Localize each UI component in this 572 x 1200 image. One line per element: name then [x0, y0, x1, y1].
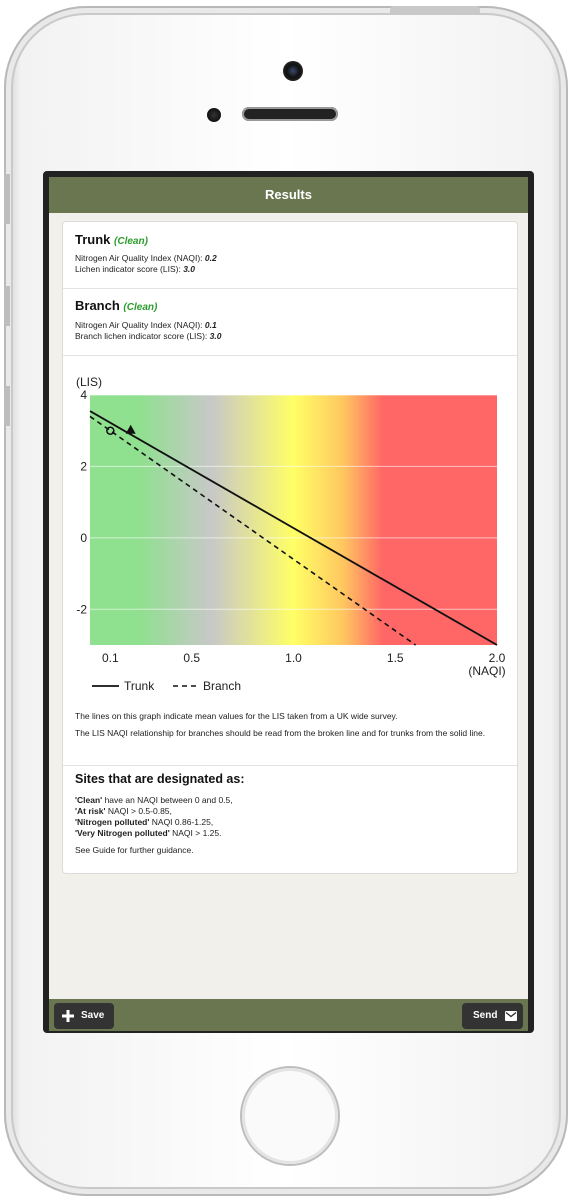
y-tick-label: 2: [80, 459, 87, 474]
x-tick-label: 0.1: [102, 651, 119, 665]
trunk-lis-label: Lichen indicator score (LIS):: [75, 264, 181, 274]
results-card: [62, 221, 518, 874]
envelope-icon: [505, 1011, 517, 1021]
trunk-naqi-value: 0.2: [204, 253, 217, 263]
save-button[interactable]: [54, 1003, 114, 1029]
site-def-text: have an NAQI between 0 and 0.5,: [102, 795, 233, 805]
branch-status-badge: (Clean): [123, 302, 158, 313]
trunk-section: [63, 222, 517, 289]
branch-section: [63, 289, 517, 356]
save-label: Save: [81, 1010, 105, 1021]
chart-note-1: The lines on this graph indicate mean values for the LIS taken from a UK wide survey.: [75, 711, 398, 721]
trunk-heading: [75, 232, 148, 247]
chart-note-2: The LIS NAQI relationship for branches should be read from the broken line and for trunks from the solid line.: [75, 728, 486, 738]
sites-section: [63, 765, 517, 855]
x-tick-label: 1.0: [285, 651, 302, 665]
sites-heading: Sites that are designated as:: [75, 772, 245, 786]
y-tick-label: -2: [76, 602, 87, 617]
y-tick-label: 4: [80, 388, 87, 402]
site-def-term: 'Very Nitrogen polluted': [75, 828, 170, 838]
site-def-text: NAQI > 1.25.: [169, 828, 222, 838]
site-def-term: 'Nitrogen polluted': [75, 817, 150, 827]
branch-naqi-value: 0.1: [204, 320, 217, 330]
lis-naqi-chart: [63, 356, 517, 696]
site-def-term: 'At risk': [75, 806, 106, 816]
branch-heading: [75, 298, 157, 313]
volume-down-button: [4, 386, 10, 426]
footer-toolbar: [49, 999, 528, 1031]
sensor-icon: [207, 108, 221, 122]
legend-trunk-label: Trunk: [124, 679, 155, 693]
site-def-term: 'Clean': [75, 795, 103, 805]
site-def-text: NAQI > 0.5-0.85,: [105, 806, 172, 816]
trunk-lis-line: [75, 264, 195, 274]
phone-screen: [43, 171, 534, 1033]
x-axis-label: (NAQI): [468, 664, 506, 678]
front-camera-icon: [283, 61, 303, 81]
plus-icon: [62, 1010, 74, 1022]
x-tick-label: 2.0: [488, 651, 506, 665]
branch-naqi-line: [75, 320, 217, 330]
trunk-naqi-line: [75, 253, 217, 263]
plot-background: [90, 395, 497, 645]
volume-up-button: [4, 286, 10, 326]
site-def-very-nitrogen-polluted: [75, 828, 221, 838]
site-def-clean: [75, 795, 233, 805]
branch-lis-line: [75, 331, 221, 341]
branch-naqi-label: Nitrogen Air Quality Index (NAQI):: [75, 320, 203, 330]
app-view: [49, 177, 528, 1027]
earpiece-speaker: [242, 107, 338, 121]
branch-title: Branch: [75, 298, 120, 313]
site-def-at-risk: [75, 806, 172, 816]
guide-note: See Guide for further guidance.: [75, 845, 194, 855]
legend-branch-label: Branch: [203, 679, 242, 693]
y-tick-label: 0: [80, 530, 87, 545]
branch-lis-label: Branch lichen indicator score (LIS):: [75, 331, 208, 341]
trunk-naqi-label: Nitrogen Air Quality Index (NAQI):: [75, 253, 203, 263]
home-button[interactable]: [242, 1068, 338, 1164]
send-button[interactable]: [462, 1003, 523, 1029]
mute-switch: [4, 174, 10, 224]
x-tick-label: 0.5: [183, 651, 201, 665]
trunk-title: Trunk: [75, 232, 111, 247]
x-tick-label: 1.5: [386, 651, 404, 665]
page-title: Results: [49, 177, 528, 213]
y-axis-label: (LIS): [76, 375, 103, 389]
trunk-lis-value: 3.0: [183, 264, 196, 274]
site-def-text: NAQI 0.86-1.25,: [149, 817, 214, 827]
send-label: Send: [473, 1010, 498, 1021]
trunk-status-badge: (Clean): [114, 236, 148, 247]
power-button: [390, 6, 480, 14]
site-def-nitrogen-polluted: [75, 817, 213, 827]
branch-lis-value: 3.0: [209, 331, 222, 341]
